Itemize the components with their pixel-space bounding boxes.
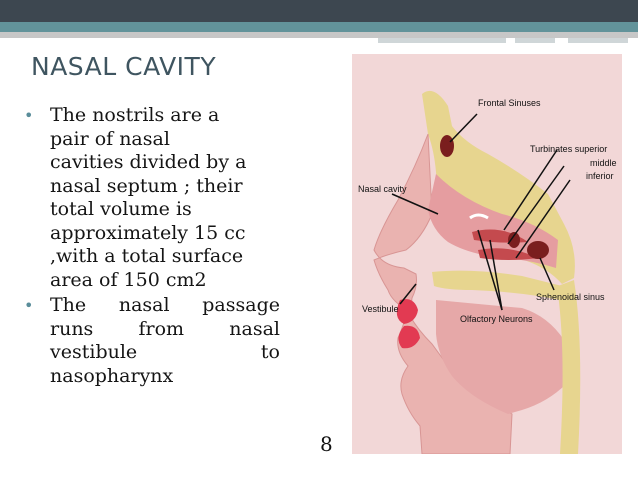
header-bar-dark [0, 0, 638, 22]
label-turbinates-superior: Turbinates superior [530, 144, 608, 154]
bullet-line: total volume is [50, 198, 192, 220]
label-turbinates-inferior: inferior [586, 171, 614, 181]
bullet-line: area of 150 cm2 [50, 268, 207, 291]
bullet-dot-icon: • [24, 296, 34, 315]
bullet-item [24, 294, 280, 388]
slide-title: NASAL CAVITY [31, 52, 217, 81]
label-nasal-cavity: Nasal cavity [358, 184, 407, 194]
bullet-list [24, 104, 280, 390]
bullet-line: The nasal passage [50, 294, 280, 316]
page-number: 8 [320, 432, 333, 456]
label-frontal-sinuses: Frontal Sinuses [478, 98, 541, 108]
bullet-line: vestibule to [50, 341, 280, 363]
bullet-line: cavities divided by a [50, 151, 247, 173]
bullet-line: The nostrils are a [50, 104, 220, 126]
bullet-line: pair of nasal [50, 127, 170, 150]
label-vestibule: Vestibule [362, 304, 399, 314]
header-bar-teal [0, 22, 638, 32]
sphenoidal-sinus [527, 241, 549, 259]
bullet-line: nasopharynx [50, 364, 174, 387]
frontal-sinus [440, 135, 454, 157]
label-sphenoidal-sinus: Sphenoidal sinus [536, 292, 605, 302]
bullet-line: nasal septum ; their [50, 174, 243, 197]
decor-block [568, 38, 628, 43]
bullet-item [24, 104, 280, 292]
label-turbinates-middle: middle [590, 158, 617, 168]
bullet-dot-icon: • [24, 106, 34, 125]
decor-block [515, 38, 555, 43]
bullet-line: runs from nasal [50, 317, 280, 340]
label-olfactory-neurons: Olfactory Neurons [460, 314, 533, 324]
bullet-line: approximately 15 cc [50, 221, 246, 244]
bullet-line: ,with a total surface [50, 245, 244, 267]
nasal-anatomy-figure [352, 54, 622, 454]
decor-block [378, 38, 506, 43]
